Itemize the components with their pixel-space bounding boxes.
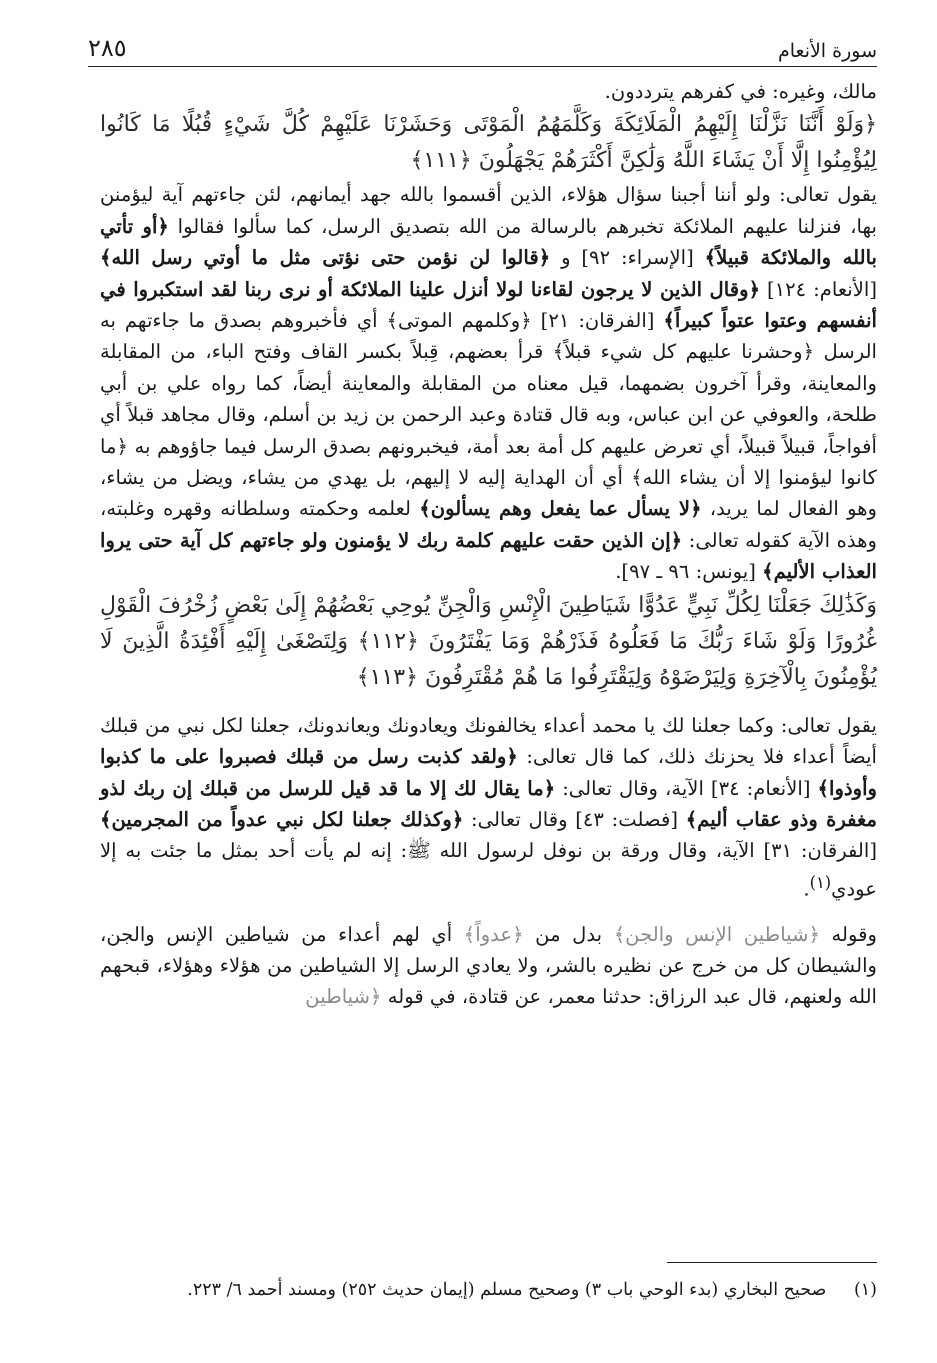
text-run: [الأنعام: ١٢٤]	[766, 277, 877, 301]
text-run: .	[803, 877, 810, 901]
text-run: وقوله	[831, 922, 877, 946]
quoted-verse: ﴿أو تأتي بالله والملائكة قبيلاً﴾	[100, 214, 878, 270]
text-run: أي لهم أعداء من شياطين الإنس والجن، والشيطان كل من خرج عن نظيره بالشر، ولا يعادي الرسل إلا الشياطين من هؤلاء وهؤلاء، قبحهم الله ولعنهم، قال عبد الرزاق: حدثنا معمر، عن قتادة، في قوله	[100, 922, 877, 1009]
paragraph-tafsir-1	[100, 179, 877, 587]
text-run: بدل من	[535, 922, 603, 946]
quoted-verse: ﴿وكذلك جعلنا لكل نبي عدواً من المجرمين﴾	[100, 807, 464, 831]
text-run: [الأنعام: ٣٤] الآية، وقال تعالى:	[562, 776, 811, 800]
spacer	[100, 905, 877, 919]
quran-verse-111: ﴿وَلَوْ أَنَّنَا نَزَّلْنَا إِلَيْهِمُ الْمَلَائِكَةَ وَكَلَّمَهُمُ الْمَوْتَى وَحَشَرْنَا عَلَيْهِمْ كُلَّ شَيْءٍ قُبُلًا مَا كَانُوا لِيُؤْمِنُوا إِلَّا أَنْ يَشَاءَ اللَّهُ وَلَٰكِنَّ أَكْثَرَهُمْ يَجْهَلُونَ ﴿١١١﴾	[100, 112, 877, 174]
text-run: يقول تعالى: وكما جعلنا لك يا محمد أعداء يخالفونك ويعادونك ويعاندونك، جعلنا لكل نبي من قبلك أيضاً أعداء فلا يحزنك ذلك، كما قال تعالى:	[100, 713, 877, 769]
text-run: يقول تعالى: ولو أننا أجبنا سؤال هؤلاء، الذين أقسموا بالله جهد أيمانهم، لئن جاءتهم آية ليؤمنن بها، فنزلنا عليهم الملائكة تخبرهم بالرسالة من الله بتصديق الرسل، كما سألوا فقالوا	[100, 183, 877, 238]
text-run: [يونس: ٩٦ ـ ٩٧].	[615, 560, 756, 584]
text-run: [الفرقان: ٣١] الآية، وقال ورقة بن نوفل لرسول الله ﷺ: إنه لم يأت أحد بمثل ما جئت به إلا عودي	[100, 839, 877, 901]
quoted-verse: ﴿شياطين	[305, 985, 382, 1009]
quoted-verse: ﴿عدواً﴾	[463, 922, 524, 946]
footnote-marker: (١)	[809, 872, 832, 892]
text-run: [فصلت: ٤٣] وقال تعالى:	[471, 807, 678, 831]
text-run: مالك، وغيره: في كفرهم يترددون.	[604, 80, 877, 103]
spacer	[100, 696, 877, 710]
page-header	[88, 26, 877, 67]
quoted-verse: ﴿قالوا لن نؤمن حتى نؤتى مثل ما أوتي رسل الله﴾	[100, 246, 551, 270]
paragraph-tafsir-3	[100, 919, 877, 1013]
page-number: ٢٨٥	[88, 34, 127, 62]
text-run: [الفرقان: ٢١] ﴿وكلمهم الموتى﴾ أي فأخبروهم بصدق ما جاءتهم به الرسل ﴿وحشرنا عليهم كل شيء قبلاً﴾ قرأ بعضهم، قِبلاً بكسر القاف وفتح الباء، من المقابلة والمعاينة، وقرأ آخرون بضمهما، قيل معناه من المقابلة والمعاينة أيضاً، كما رواه علي بن أبي طلحة، والعوفي عن ابن عباس، وبه قال قتادة وعبد الرحمن بن زيد بن أسلم، وقال مجاهد قبلاً أي أفواجاً، قبيلاً قبيلاً، أي تعرض عليهم كل أمة بعد أمة، فيخبرونهم بصدق الرسل فيما جاؤوهم به ﴿ما كانوا ليؤمنوا إلا أن يشاء الله﴾ أي أن الهداية إليه لا إليهم، بل يهدي من يشاء، ويضل من يشاء، وهو الفعال لما يريد،	[100, 309, 878, 521]
page-body	[100, 76, 877, 1013]
footnote	[100, 1276, 877, 1304]
footnote-separator	[667, 1262, 877, 1263]
quoted-verse: ﴿إن الذين حقت عليهم كلمة ربك لا يؤمنون ولو جاءتهم كل آية حتى يروا العذاب الأليم﴾	[100, 528, 877, 584]
text-run: لعلمه وحكمته وسلطانه وقهره وغلبته، وهذه الآية كقوله تعالى:	[100, 497, 878, 552]
quran-verse-112-113: وَكَذَٰلِكَ جَعَلْنَا لِكُلِّ نَبِيٍّ عَدُوًّا شَيَاطِينَ الْإِنْسِ وَالْجِنِّ يُوحِي بَعْضُهُمْ إِلَىٰ بَعْضٍ زُخْرُفَ الْقَوْلِ غُرُورًا وَلَوْ شَاءَ رَبُّكَ مَا فَعَلُوهُ فَذَرْهُمْ وَمَا يَفْتَرُونَ ﴿١١٢﴾ وَلِتَصْغَىٰ إِلَيْهِ أَفْئِدَةُ الَّذِينَ لَا يُؤْمِنُونَ بِالْآخِرَةِ وَلِيَرْضَوْهُ وَلِيَقْتَرِفُوا مَا هُمْ مُقْتَرِفُونَ ﴿١١٣﴾	[100, 592, 878, 690]
footnote-number: (١)	[853, 1280, 877, 1300]
footnote-text: صحيح البخاري (بدء الوحي باب ٣) وصحيح مسلم (إيمان حديث ٢٥٢) ومسند أحمد ٦/ ٢٢٣.	[187, 1280, 827, 1300]
quoted-verse: ﴿وقال الذين لا يرجون لقاءنا لولا أنزل علينا الملائكة أو نرى ربنا لقد استكبروا في أنفسهم وعتوا عتواً كبيراً﴾	[100, 277, 877, 333]
quoted-verse: ﴿لا يسأل عما يفعل وهم يسألون﴾	[419, 497, 702, 521]
quoted-verse: ﴿ما يقال لك إلا ما قد قيل للرسل من قبلك إن ربك لذو مغفرة وذو عقاب أليم﴾	[100, 776, 878, 831]
paragraph-opening	[100, 76, 877, 107]
text-run: [الإسراء: ٩٢] و	[561, 246, 694, 270]
paragraph-tafsir-2	[100, 710, 877, 905]
quoted-verse: ﴿ولقد كذبت رسل من قبلك فصبروا على ما كذبوا وأوذوا﴾	[100, 745, 878, 800]
surah-title: سورة الأنعام	[777, 40, 877, 62]
quoted-verse: ﴿شياطين الإنس والجن﴾	[613, 922, 820, 946]
